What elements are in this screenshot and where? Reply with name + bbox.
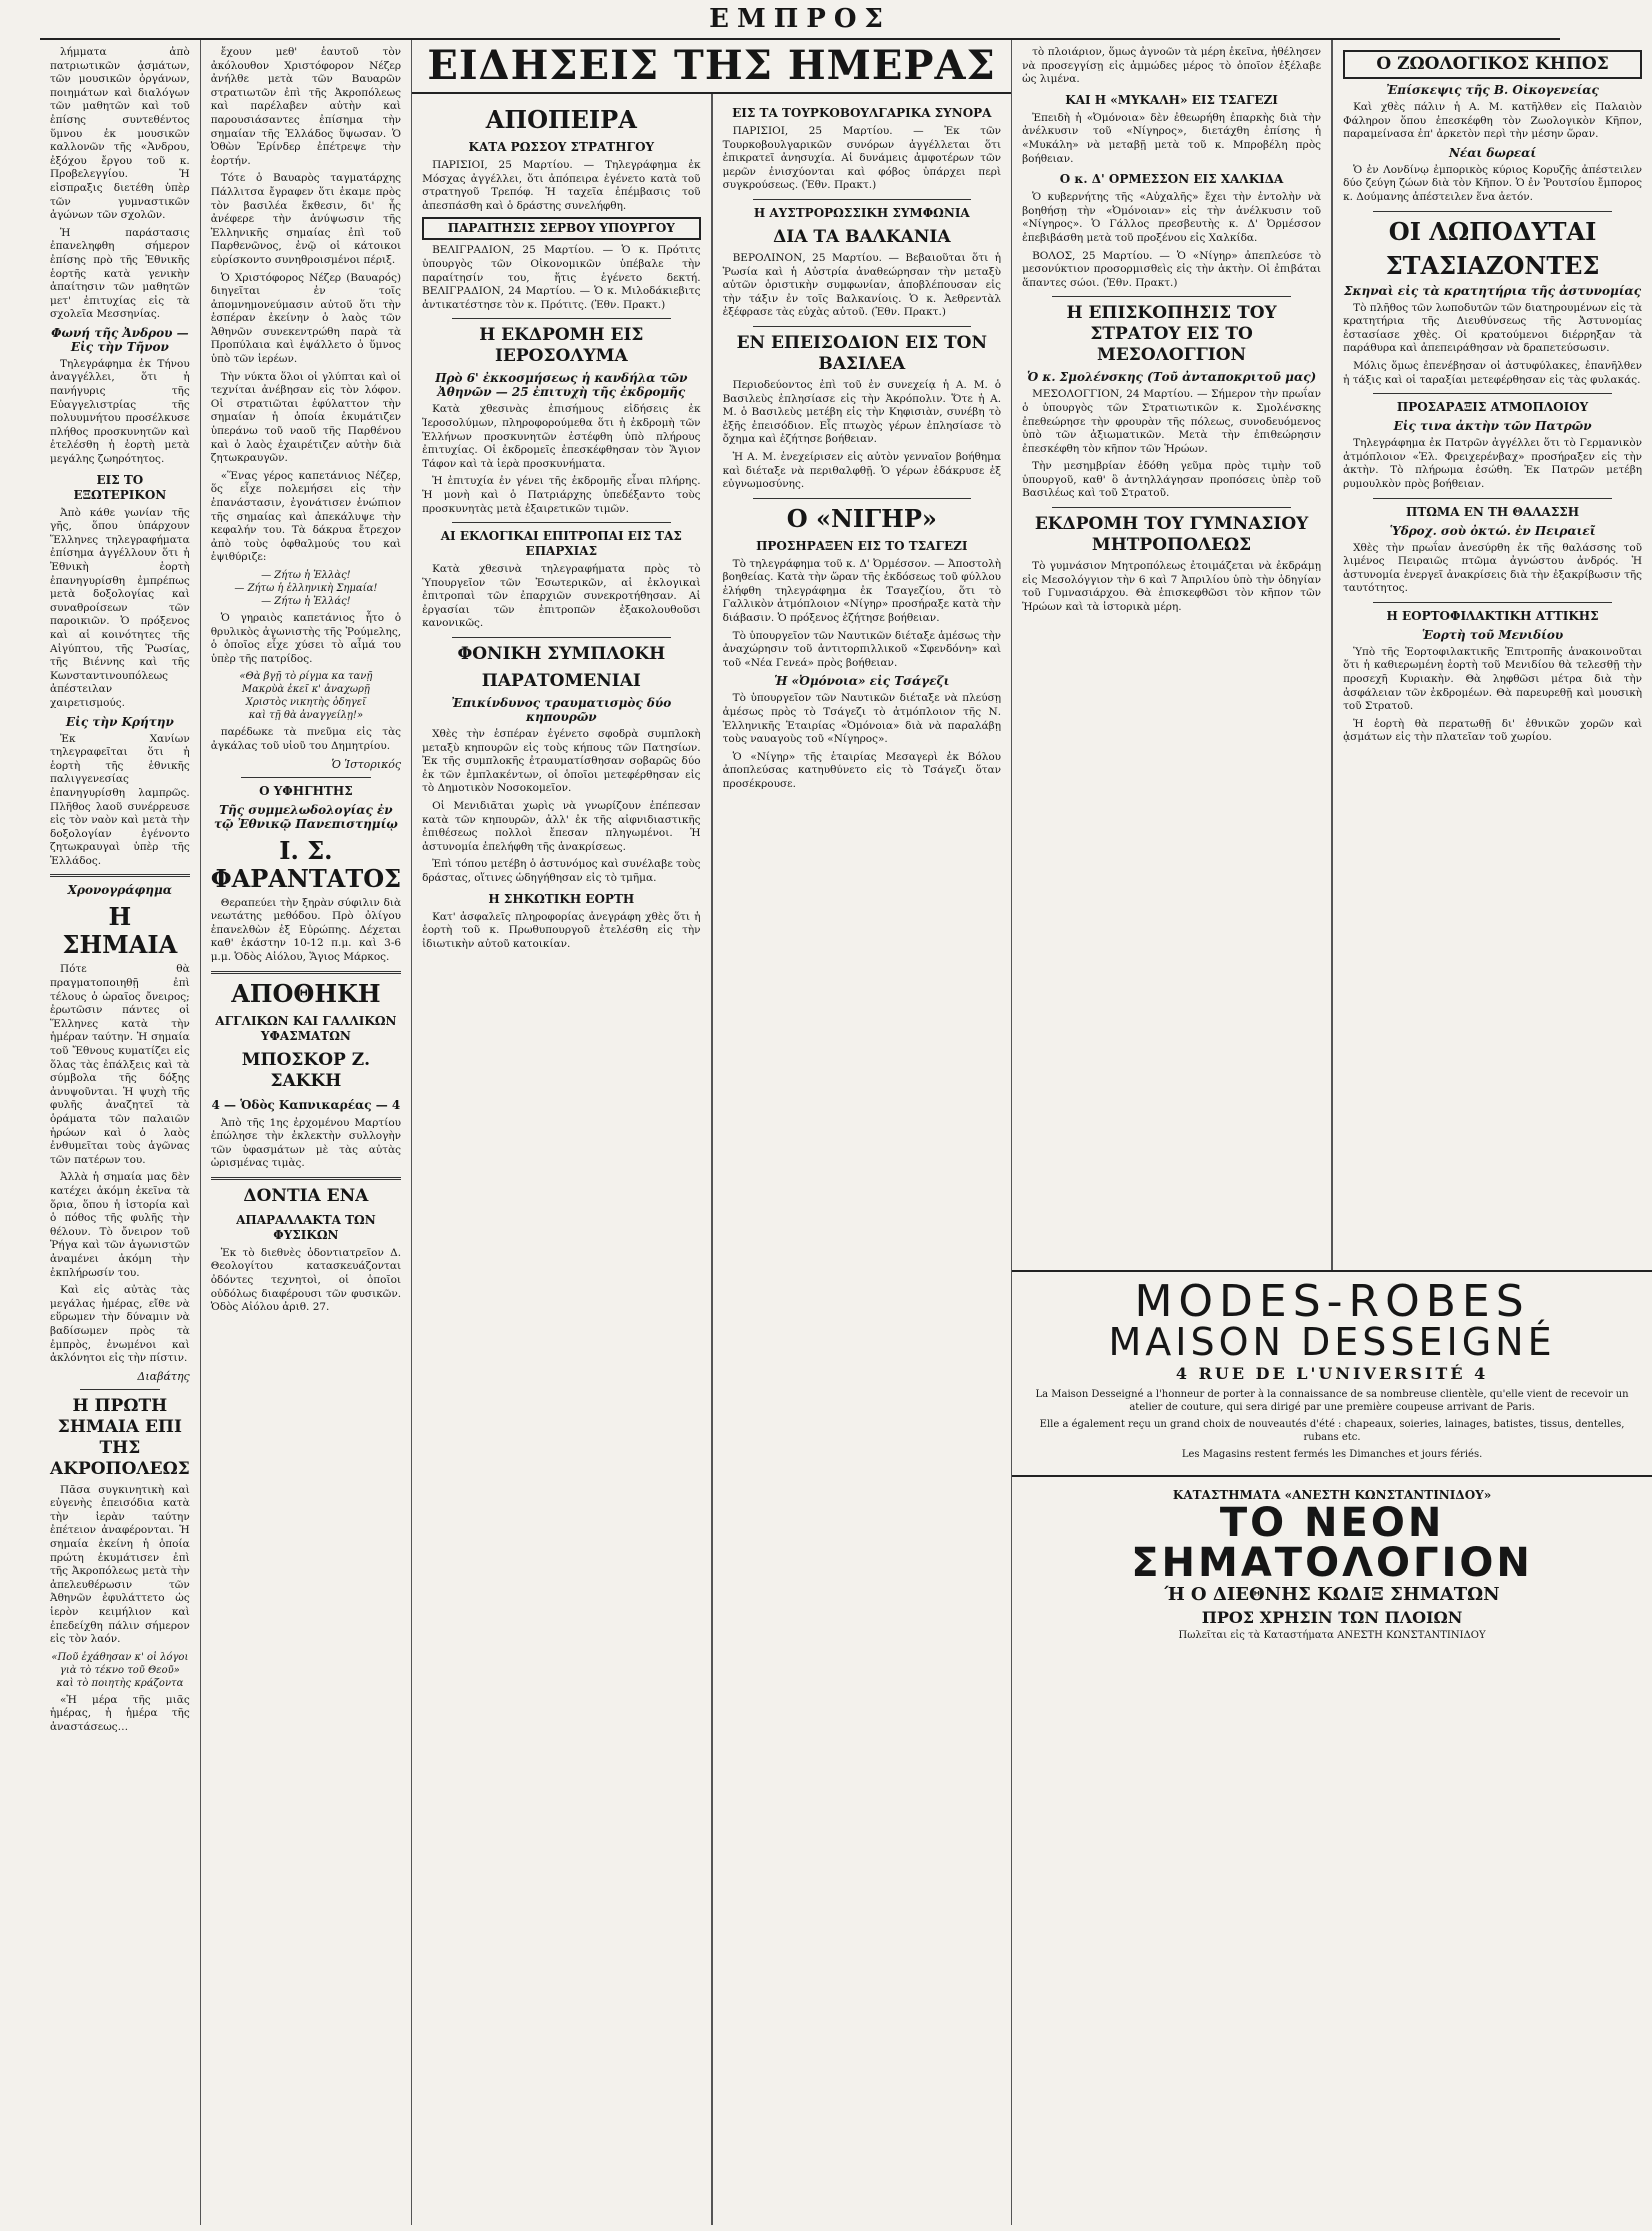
ad-subtitle-2: ΠΡΟΣ ΧΡΗΣΙΝ ΤΩΝ ΠΛΟΙΩΝ	[1201, 1608, 1463, 1627]
divider	[1052, 507, 1291, 508]
paragraph: παρέδωκε τὰ πνεῦμα εἰς τὰς ἀγκάλας τοῦ υἱοῦ του Δημητρίου.	[210, 726, 402, 752]
paragraph: Ὑπὸ τῆς Ἑορτοφιλακτικῆς Ἐπιτροπῆς ἀνακοινοῦται ὅτι ἡ καθιερωμένη ἑορτὴ τοῦ Μενιδίου θὰ τελεσθῇ τὴν προσεχῆ Κυριακὴν. Θὰ ληφθῶσι μέτρα διὰ τὴν ἀσφάλειαν τῶν ἐκδρομέων. Θὰ παρευρεθῇ καὶ μουσικὴ τοῦ Στρατοῦ.	[1343, 645, 1643, 713]
paragraph: Ὁ κυβερνήτης τῆς «Αὐχαλῆς» ἔχει τὴν ἐντολὴν νὰ βοηθήσῃ τὴν «Ὀμόνοιαν» εἰς τὴν ἀνέλκυσιν τοῦ «Νίγηρος». Ὁ Γάλλος πρεσβευτὴς κ. Δ' Ὀρμέσσον ἐπεβιβάσθη μετὰ τοῦ προξένου εἰς Χαλκίδα.	[1022, 191, 1322, 244]
article-subheadline: Ὑδροχ. σοὺ ὀκτώ. ἐν Πειραιεῖ	[1389, 523, 1596, 538]
paragraph: Χθὲς τὴν ἑσπέραν ἐγένετο σφοδρὰ συμπλοκὴ μεταξὺ κηπουρῶν εἰς τοὺς κήπους τῶν Πατησίων. Ἐκ τῆς συμπλοκῆς ἐτραυματίσθησαν σοβαρῶς δύο ἐκ τῶν ἐμπλακέντων, οἱ ὁποῖοι μετεφέρθησαν εἰς τὸ Δημοτικὸν Νοσοκομεῖον.	[422, 728, 701, 795]
news-subcolumns	[412, 94, 1011, 2225]
subheading: Χρονογράφημα	[67, 883, 173, 898]
article-headline: ΠΑΡΑΙΤΗΣΙΣ ΣΕΡΒΟΥ ΥΠΟΥΡΓΟΥ	[422, 217, 701, 240]
divider	[1373, 393, 1612, 394]
column-4	[712, 94, 1012, 2225]
masthead	[40, 0, 1560, 40]
column-3	[412, 94, 712, 2225]
article-headline: ΦΟΝΙΚΗ ΣΥΜΠΛΟΚΗ	[457, 644, 666, 665]
ad-subheading: Τῆς συμμελωδολογίας ἐν τῷ Ἐθνικῷ Πανεπιστημίῳ	[213, 802, 398, 831]
ad-heading: ΔΟΝΤΙΑ ΕΝΑ	[243, 1185, 369, 1206]
paragraph: Τὴν νύκτα ὅλοι οἱ γλύπται καὶ οἱ τεχνίται ἀνέβησαν εἰς τὸν λόφον. Οἱ στρατιῶται ἐφύλαττον τὴν σημαίαν ἡ ὁποία ἐκυμάτιζεν ὑπεράνω τοῦ ναοῦ τῆς Παρθένου καὶ ὁ λαὸς ἐχαιρέτιζεν αὐτὴν διὰ ζητωκραυγῶν.	[210, 370, 402, 465]
paragraph: Τὸ ὑπουργεῖον τῶν Ναυτικῶν διέταξε νὰ πλεύσῃ ἀμέσως πρὸς τὸ Τσάγεζι τὸ ἀτμόπλοιον τῆς Ν. Ἑλληνικῆς Ἑταιρίας «Ὀμόνοια» διὰ νὰ παραλάβῃ τοὺς ναυαγοὺς τοῦ «Νίγηρος».	[722, 692, 1002, 746]
article-headline: ΑΠΟΠΕΙΡΑ	[485, 105, 637, 134]
article-subheadline: Ἐπικίνδυνος τραυματισμὸς δύο κηπουρῶν	[451, 696, 672, 725]
divider	[80, 1389, 160, 1390]
article-headline: Η ΑΥΣΤΡΟΡΩΣΣΙΚΗ ΣΥΜΦΩΝΙΑ	[753, 205, 970, 220]
paragraph: Τὸ τηλεγράφημα τοῦ κ. Δ' Ὀρμέσσον. — Ἀποστολὴ βοηθείας. Κατὰ τὴν ὥραν τῆς ἐκδόσεως τοῦ φύλλου ἐλήφθη τηλεγράφημα ἐκ Τσαγεζίου, ὅτι τὸ Γαλλικὸν ἀτμόπλοιον «Νίγηρ» προσήραξε κατὰ τὴν διάβασιν. Ὁ πρόξενος ἐζήτησε βοήθειαν.	[722, 557, 1002, 625]
paragraph: ΒΕΛΙΓΡΑΔΙΟΝ, 25 Μαρτίου. — Ὁ κ. Πρότιτς ὑπουργὸς τῶν Οἰκονομικῶν ὑπέβαλε τὴν παραίτησίν του, ἥτις ἐγένετο δεκτή. ΒΕΛΙΓΡΑΔΙΟΝ, 24 Μαρτίου. — Ὁ κ. Μιλοδάκιεβιτς ἀντικατέστησε τὸν κ. Πρότιτς. (Ἐθν. Πρακτ.)	[422, 244, 701, 311]
article-headline: Η ΕΠΙΣΚΟΠΗΣΙΣ ΤΟΥ ΣΤΡΑΤΟΥ ΕΙΣ ΤΟ ΜΕΣΟΛΟΓΓΙΟΝ	[1066, 303, 1277, 366]
paragraph: Τὸ ὑπουργεῖον τῶν Ναυτικῶν διέταξε ἀμέσως τὴν ἀναχώρησιν τοῦ ἀντιτορπιλλικοῦ «Σφενδόνη» καὶ τοῦ «Νέα Γενεά» πρὸς βοήθειαν.	[722, 629, 1002, 669]
ad-maison: MAISON DESSEIGNÉ	[1108, 1320, 1556, 1364]
paragraph: Ὁ γηραιὸς καπετάνιος ἦτο ὁ θρυλικὸς ἀγωνιστὴς τῆς Ῥούμελης, ὁ ὁποῖος εἶχε χύσει τὸ αἷμά του ὑπὲρ τῆς πατρίδος.	[210, 611, 402, 665]
article-subheadline: ΔΙΑ ΤΑ ΒΑΛΚΑΝΙΑ	[773, 226, 951, 247]
subheading: Νέαι δωρεαί	[1448, 145, 1537, 160]
article-headline: ΟΙ ΛΩΠΟΔΥΤΑΙ	[1388, 216, 1597, 246]
paragraph: Περιοδεύοντος ἐπὶ τοῦ ἐν συνεχείᾳ ἡ Α. Μ. ὁ Βασιλεὺς ἐπλησίασε εἰς τὴν Ἀκρόπολιν. Ὅτε ἡ Α. Μ. ὁ Βασιλεὺς μετέβη εἰς τὴν Κηφισιὰν, συνέβη τὸ ἐξῆς ἐπεισόδιον. Εἷς πτωχὸς γέρων ἐπλησίασε τὸ ὄχημα καὶ ἐζήτησε βοήθειαν.	[722, 378, 1002, 446]
paragraph: Ἀλλὰ ἡ σημαία μας δὲν κατέχει ἀκόμη ἐκεῖνα τὰ ὅρια, ὅπου ἡ ἱστορία καὶ ὁ πόθος τῆς φυλῆς τὴν θέλουν. Τὸ ὄνειρον τοῦ Ῥήγα καὶ τῶν ἀγωνιστῶν ἀναμένει ἀκόμη τὴν ἐκπλήρωσίν του.	[50, 1171, 190, 1279]
article-headline: Η ΕΟΡΤΟΦΙΛΑΚΤΙΚΗ ΑΤΤΙΚΗΣ	[1386, 608, 1599, 623]
poem-quote: «Ποῦ ἐχάθησαν κ' οἱ λόγοι γιὰ τὸ τέκνο τοῦ Θεοῦ» καὶ τὸ ποιητὴς κράζοντα	[51, 1651, 189, 1689]
ad-subheading: ΑΠΑΡΑΛΛΑΚΤΑ ΤΩΝ ΦΥΣΙΚΩΝ	[236, 1212, 376, 1242]
paragraph: ἔχουν μεθ' ἑαυτοῦ τὸν ἀκόλουθον Χριστόφορον Νέζερ ἀνήλθε μετὰ τῶν Βαυαρῶν στρατιωτῶν ἐπὶ τῆς Ἀκροπόλεως καὶ παρέλαβεν αὐτὴν καὶ παρουσιάσαντες ἐπίσημα τὴν σημαίαν τῆς Ἑλλάδος ὕψωσαν. Ὁ Ὀθὼν Ἐρίνδερ ἐπέτρεψε τὴν ἑορτήν.	[210, 46, 402, 167]
paragraph: ΒΟΛΟΣ, 25 Μαρτίου. — Ὁ «Νίγηρ» ἀπεπλεύσε τὸ μεσονύκτιον προσορμισθεὶς εἰς τὴν ἀκτὴν. Οἱ ἐπιβάται ἅπαντες σώοι. (Ἐθν. Πρακτ.)	[1022, 249, 1322, 289]
article-headline: Η ΣΗΚΩΤΙΚΗ ΕΟΡΤΗ	[488, 891, 635, 906]
paragraph: ΜΕΣΟΛΟΓΓΙΟΝ, 24 Μαρτίου. — Σήμερον τὴν πρωΐαν ὁ ὑπουργὸς τῶν Στρατιωτικῶν κ. Σμολένσκης ἐπεθεώρησε τὴν φρουρὰν τῆς πόλεως, συνοδευόμενος ὑπὸ τῶν ἀξιωματικῶν. Μετὰ τὴν ἐπιθεώρησιν ἐπεσκέφθη τὸν κῆπον τῶν Ἡρώων.	[1022, 388, 1322, 455]
article-headline: Ο ΖΩΟΛΟΓΙΚΟΣ ΚΗΠΟΣ	[1343, 50, 1642, 79]
paragraph: Μόλις ὅμως ἐπενέβησαν οἱ ἀστυφύλακες, ἐπανῆλθεν ἡ τάξις καὶ οἱ ταραξίαι μετεφέρθησαν εἰς τὰς φυλακάς.	[1343, 359, 1643, 386]
article-headline: Ο κ. Δ' ΟΡΜΕΣΣΟΝ ΕΙΣ ΧΑΛΚΙΔΑ	[1059, 172, 1284, 187]
subheading: Εἰς τὴν Κρήτην	[65, 714, 174, 729]
paragraph: Τὴν μεσημβρίαν ἐδόθη γεῦμα πρὸς τιμὴν τοῦ ὑπουργοῦ, καθ' ὃ ἀντηλλάγησαν προπόσεις ὑπὲρ τοῦ Βασιλέως καὶ τοῦ Στρατοῦ.	[1022, 460, 1322, 500]
subheading: Φωνή τῆς Ἀνδρου — Εἰς τὴν Τῆνον	[51, 325, 189, 354]
paragraph: Τὸ γυμνάσιον Μητροπόλεως ἐτοιμάζεται νὰ ἐκδράμῃ εἰς Μεσολόγγιον τὴν 6 καὶ 7 Ἀπριλίου ὑπὸ τὴν ὁδηγίαν τοῦ Γυμνασιάρχου. Θὰ ἐπισκεφθῶσι τὸν κῆπον τῶν Ἡρώων καὶ τὰ ἱστορικὰ μέρη.	[1022, 560, 1322, 613]
divider	[241, 777, 371, 778]
paragraph: Οἱ Μενιδιᾶται χωρὶς νὰ γνωρίζουν ἐπέπεσαν κατὰ τῶν κηπουρῶν, ἀλλ' ἐκ τῆς αἰφνιδιαστικῆς ἐπιθέσεως πολλοὶ ἔπεσαν πληγωμένοι. Ἡ ἀστυνομία ἐπελήφθη τῆς ἀνακρίσεως.	[422, 800, 701, 853]
column-5	[1012, 40, 1332, 1270]
divider	[452, 637, 671, 638]
paragraph: Τότε ὁ Βαυαρὸς ταγματάρχης Πάλλιτσα ἔγραφεν ὅτι ἐκαμε πρὸς τὸν βασιλέα ἔκθεσιν, δι' ἧς ἀνέφερε τὴν ἀνύψωσιν τῆς Ἑλληνικῆς σημαίας ἐπὶ τοῦ Παρθενῶνος, ἐνῷ οἱ κάτοικοι εὑρίσκοντο συνηθροισμένοι πέριξ.	[210, 172, 402, 266]
divider	[452, 522, 671, 523]
right-subcolumns	[1012, 40, 1652, 1270]
paragraph: Ἡ Α. Μ. ἐνεχείρισεν εἰς αὐτὸν γενναῖον βοήθημα καὶ διέταξε νὰ περιθαλφθῇ. Ὁ γέρων ἐδάκρυσε ἐξ εὐγνωμοσύνης.	[722, 450, 1002, 491]
paragraph: Ἐκ τὸ διεθνὲς ὀδοντιατρεῖον Δ. Θεολογίτου κατασκευάζονται ὀδόντες τεχνητοὶ, οἱ ὁποῖοι οὐδόλως διαφέρουσι τῶν φυσικῶν. Ὁδὸς Αἰόλου ἀριθ. 27.	[210, 1246, 402, 1314]
article-headline: Η ΠΡΩΤΗ ΣΗΜΑΙΑ ΕΠΙ ΤΗΣ ΑΚΡΟΠΟΛΕΩΣ	[50, 1395, 190, 1479]
article-subheadline: Εἰς τινα ἀκτὴν τῶν Πατρῶν	[1393, 419, 1592, 434]
paragraph: «Ἕνας γέρος καπετάνιος Νέζερ, ὅς εἶχε πολεμήσει εἰς τὴν ἐπανάστασιν, ἐγονάτισεν ἐνώπιον τῆς σημαίας καὶ ἀπεκάλυψε τὴν κεφαλήν του. Τὰ δάκρυα ἔτρεχον ἀπὸ τοὺς ὀφθαλμούς του καὶ ἐψιθύριζε:	[210, 469, 402, 564]
ad-name: Ι. Σ. ΦΑΡΑΝΤΑΤΟΣ	[210, 835, 402, 893]
ad-subheading: ΑΓΓΛΙΚΩΝ ΚΑΙ ΓΑΛΛΙΚΩΝ ΥΦΑΣΜΑΤΩΝ	[215, 1013, 397, 1043]
divider	[211, 971, 401, 974]
paragraph: Θεραπεύει τὴν ξηρὰν σύφιλιν διὰ νεωτάτης μεθόδου. Πρὸ ὀλίγου ἐπανελθὼν ἐξ Εὐρώπης. Δέχεται καθ' ἑκάστην 10-12 π.μ. καὶ 3-6 μ.μ. Ὁδὸς Αἰόλου, Ἅγιος Μάρκος.	[210, 896, 402, 963]
ad-title: ΤΟ ΝΕΟΝ ΣΗΜΑΤΟΛΟΓΙΟΝ	[1131, 1500, 1533, 1586]
divider	[753, 326, 972, 327]
paragraph: Τηλεγράφημα ἐκ Πατρῶν ἀγγέλλει ὅτι τὸ Γερμανικὸν ἀτμόπλοιον «Ἐλ. Φρειχερένβαχ» προσήραξεν εἰς τὴν ἀκτὴν. Τὸ πλήρωμα ἐσώθη. Ἐκ Πατρῶν μετέβη ρυμουλκὸν πρὸς βοήθειαν.	[1343, 437, 1643, 490]
ad-text: Les Magasins restent fermés les Dimanches et jours fériés.	[1181, 1449, 1483, 1460]
divider	[753, 498, 972, 499]
article-headline: ΚΑΙ Η «ΜΥΚΑΛΗ» ΕΙΣ ΤΣΑΓΕΖΙ	[1065, 92, 1278, 107]
divider	[1373, 498, 1612, 499]
paragraph: Κατ' ἀσφαλεῖς πληροφορίας ἀνεγράφη χθὲς ὅτι ἡ ἑορτὴ τοῦ κ. Πρωθυπουργοῦ ἐτελέσθη εἰς τὴν ἰδιωτικὴν αὐτοῦ κατοικίαν.	[422, 910, 701, 950]
ad-title: MODES-ROBES	[1134, 1276, 1530, 1327]
news-banner-headline: ΕΙΔΗΣΕΙΣ ΤΗΣ ΗΜΕΡΑΣ	[412, 44, 1011, 94]
paragraph: «Ἡ μέρα τῆς μιᾶς ἡμέρας, ἡ ἡμέρα τῆς ἀναστάσεως…	[50, 1693, 190, 1733]
paragraph: Ὁ Χριστόφορος Νέζερ (Βαυαρός) διηγεῖται ἐν τοῖς ἀπομνημονεύμασιν αὐτοῦ ὅτι τὴν ἑσπέραν ἐκείνην ὁ λαὸς τῶν Ἀθηνῶν συνεκεντρώθη παρὰ τὰ Προπύλαια καὶ ἐψάλλετο ὁ ὕμνος ὑπὸ τῶν ἱερέων.	[210, 271, 402, 366]
ad-semaphore-book	[1012, 1475, 1652, 1646]
article-headline: ΑΙ ΕΚΛΟΓΙΚΑΙ ΕΠΙΤΡΟΠΑΙ ΕΙΣ ΤΑΣ ΕΠΑΡΧΙΑΣ	[440, 529, 682, 559]
article-headline: ΕΙΣ ΤΑ ΤΟΥΡΚΟΒΟΥΛΓΑΡΙΚΑ ΣΥΝΟΡΑ	[732, 106, 992, 120]
article-headline: Η ΣΗΜΑΙΑ	[62, 902, 178, 960]
right-block	[1012, 40, 1652, 2225]
paragraph: Ἡ ἑορτὴ θὰ περατωθῇ δι' ἐθνικῶν χορῶν καὶ ᾀσμάτων εἰς τὴν πλατεῖαν τοῦ χωρίου.	[1343, 717, 1643, 744]
divider	[50, 874, 190, 877]
paragraph: ΠΑΡΙΣΙΟΙ, 25 Μαρτίου. — Ἐκ τῶν Τουρκοβουλγαρικῶν συνόρων ἀγγέλλεται ὅτι ἐπικρατεῖ ἀνησυχία. Αἱ δυνάμεις ἀμφοτέρων τῶν μερῶν ἐνισχύονται καὶ φόβος ὑπάρχει περὶ συγκρούσεως. (Ἐθν. Πρακτ.)	[722, 125, 1002, 192]
article-subheadline: ΚΑΤΑ ΡΩΣΣΟΥ ΣΤΡΑΤΗΓΟΥ	[468, 140, 655, 154]
ad-store: ΚΑΤΑΣΤΗΜΑΤΑ «ΑΝΕΣΤΗ ΚΩΝΣΤΑΝΤΙΝΙΔΟΥ»	[1172, 1488, 1492, 1502]
ad-modes-robes	[1012, 1270, 1652, 1465]
ad-heading: ΑΠΟΘΗΚΗ	[231, 978, 381, 1008]
paragraph: ΠΑΡΙΣΙΟΙ, 25 Μαρτίου. — Τηλεγράφημα ἐκ Μόσχας ἀγγέλλει, ὅτι ἀπόπειρα ἐγένετο κατὰ τοῦ στρατηγοῦ Τρεπόφ. Ἡ ταχεῖα ἐπέμβασις τοῦ ἀπεσπάσθη καὶ ὁ δράστης συνελήφθη.	[422, 159, 701, 212]
article-headline: ΠΡΟΣΑΡΑΞΙΣ ΑΤΜΟΠΛΟΙΟΥ	[1396, 400, 1589, 415]
paragraph: Ὁ ἐν Λονδίνῳ ἐμπορικὸς κύριος Κορυζῆς ἀπέστειλεν δύο ζεύγη ζώων διὰ τὸν Κῆπον. Ὁ ἐν Ῥουτσίου ἔμπορος κ. Δούμανης ἀπέστειλεν ἕνα ἀετόν.	[1343, 163, 1643, 203]
column-6	[1332, 40, 1652, 1270]
newspaper-page	[40, 0, 1643, 2231]
article-subheadline: Πρὸ 6' ἐκκοσμήσεως ἡ κανδήλα τῶν Ἀθηνῶν — 25 ἐπιτυχὴ τῆς ἐκδρομῆς	[435, 371, 688, 400]
poem-quote: — Ζήτω ἡ Ἑλλὰς! — Ζήτω ἡ ἑλληνικὴ Σημαία! — Ζήτω ἡ Ἑλλάς!	[234, 569, 378, 607]
paragraph: Τὸ πλῆθος τῶν λωποδυτῶν τῶν διατηρουμένων εἰς τὰ κρατητήρια τῆς Διευθύνσεως τῆς Ἀστυνομίας ἐστασίασε χθὲς. Οἱ κρατούμενοι διέρρηξαν τὰ παράθυρα καὶ ἀπεπειράθησαν νὰ δραπετεύσωσιν.	[1343, 301, 1643, 355]
article-subheadline: Ἐπίσκεψις τῆς Β. Οἰκογενείας	[1386, 83, 1599, 97]
divider	[452, 318, 671, 319]
paragraph: Τηλεγράφημα ἐκ Τήνου ἀναγγέλλει, ὅτι ἡ πανήγυρις τῆς Εὐαγγελιστρίας τῆς πολυυμνήτου προσέλκυσε πλήθος προσκυνητῶν καὶ ἐτελέσθη ἡ ἑορτὴ μετὰ μεγάλης ζωηρότητος.	[50, 357, 190, 466]
paragraph: Καὶ εἰς αὐτὰς τὰς μεγάλας ἡμέρας, εἴθε νὰ εὕρωμεν τὴν δύναμιν νὰ βαδίσωμεν πρὸς τὰ ἐμπρὸς, ἐνωμένοι καὶ ἀκλόνητοι εἰς τὴν πίστιν.	[50, 1284, 190, 1365]
column-2	[201, 40, 412, 2225]
paragraph: ΒΕΡΟΛΙΝΟΝ, 25 Μαρτίου. — Βεβαιοῦται ὅτι ἡ Ῥωσία καὶ ἡ Αὐστρία ἀναθεώρησαν τὴν μεταξὺ αὐτῶν ὁριστικὴν συμφωνίαν, ἀποβλέπουσαν εἰς τὴν τάξιν ἐν τοῖς Βαλκανίοις. Ὁ κ. Ἀεθρεντὰλ ἐξέφρασε τὰς εὐχὰς αὐτοῦ. (Ἐθν. Πρακτ.)	[722, 251, 1002, 319]
signature: Διαβάτης	[137, 1369, 190, 1383]
masthead-title: ΕΜΠΡΟΣ	[709, 4, 891, 34]
paragraph: λήμματα ἀπὸ πατριωτικῶν ᾀσμάτων, τῶν μουσικῶν ὀργάνων, ποιημάτων καὶ διαλόγων τῶν μαθητῶν καὶ τοῦ ἐπίσης συντεθέντος ὕμνου ἐκ μουσικῶν καλλονῶν τῆς «Ἀνδρου, ἐξόχου ἔργου τοῦ κ. Προβελεγγίου. Ἡ εἰσπραξις διετέθη ὑπὲρ τῶν γυμναστικῶν ἀγώνων τῶν σχολῶν.	[50, 46, 190, 222]
columns	[40, 40, 1643, 2225]
paragraph: Καὶ χθὲς πάλιν ἡ Α. Μ. κατῆλθεν εἰς Παλαιὸν Φάληρον ὅπου ἐπεσκέφθη τὸν Ζωολογικὸν Κῆπον, παραμείνασα ἐπ' ἀρκετὸν περὶ τὴν μέσην ὥραν.	[1343, 101, 1643, 141]
section-heading: ΕΙΣ ΤΟ ΕΞΩΤΕΡΙΚΟΝ	[73, 472, 167, 502]
signature: Ὁ Ἱστορικός	[331, 757, 402, 771]
article-headline-2: ΣΤΑΣΙΑΖΟΝΤΕΣ	[1385, 250, 1600, 280]
article-headline: Η ΕΚΔΡΟΜΗ ΕΙΣ ΙΕΡΟΣΟΛΥΜΑ	[479, 325, 644, 367]
article-subheadline: Ὁ κ. Σμολένσκης (Τοῦ ἀνταποκριτοῦ μας)	[1026, 370, 1317, 385]
article-subheadline: Σκηναὶ εἰς τὰ κρατητήρια τῆς ἀστυνομίας	[1344, 283, 1642, 298]
divider	[1052, 296, 1291, 297]
ad-subtitle: Ή Ο ΔΙΕΘΝΗΣ ΚΩΔΙΞ ΣΗΜΑΤΩΝ	[1164, 1584, 1500, 1605]
divider	[211, 1177, 401, 1180]
paragraph: τὸ πλοιάριον, ὅμως ἀγνοῶν τὰ μέρη ἐκεῖνα, ἠθέλησεν νὰ προσεγγίσῃ εἰς ἀμμώδες μέρος τὸ ὁποῖον ἐξέλαβε ὡς λιμένα.	[1022, 46, 1322, 86]
article-headline: Ο «ΝΙΓΗΡ»	[786, 503, 937, 533]
divider	[1373, 211, 1612, 212]
paragraph: Ἀπὸ τῆς 1ης ἐρχομένου Μαρτίου ἐπώλησε τὴν ἐκλεκτὴν συλλογὴν τῶν ὑφασμάτων μὲ τὰς αὐτὰς ὡρισμένας τιμὰς.	[210, 1116, 402, 1170]
paragraph: Πᾶσα συγκινητικὴ καὶ εὐγενὴς ἐπεισόδια κατὰ τὴν ἱερὰν ταύτην ἐπέτειον ἀναφέρονται. Ἡ σημαία ἐκείνη ἡ ὁποία πρώτη ἐκυμάτισεν ἐπὶ τῆς Ἀκροπόλεως μετὰ τὴν ἀπελευθέρωσιν τῶν Ἀθηνῶν ἐφυλάττετο ὡς ἱερὸν κειμήλιον καὶ ἐπεδείχθη πάλιν σήμερον εἰς τὸν λαόν.	[50, 1483, 190, 1646]
column-1	[40, 40, 201, 2225]
divider	[753, 199, 972, 200]
divider	[1373, 602, 1612, 603]
article-headline: ΕΚΔΡΟΜΗ ΤΟΥ ΓΥΜΝΑΣΙΟΥ ΜΗΤΡΟΠΟΛΕΩΣ	[1034, 514, 1309, 556]
article-headline: ΠΤΩΜΑ ΕΝ ΤΗ ΘΑΛΑΣΣΗ	[1405, 504, 1580, 519]
paragraph: Κατὰ χθεσινὰ τηλεγραφήματα πρὸς τὸ Ὑπουργεῖον τῶν Ἐσωτερικῶν, αἱ ἐκλογικαὶ ἐπιτροπαὶ τῶν ἐπαρχιῶν συνεκροτήθησαν. Αἱ ἐργασίαι τῶν ἐπιτροπῶν ἐξακολουθοῦσι κανονικῶς.	[422, 563, 701, 630]
paragraph: Ἡ ἐπιτυχία ἐν γένει τῆς ἐκδρομῆς εἶναι πλήρης. Ἡ μονὴ καὶ ὁ Πατριάρχης ὑπεδέξαντο τοὺς προσκυνητὰς μετὰ ἐξαιρετικῶν τιμῶν.	[422, 475, 701, 515]
paragraph: Ἀπὸ κάθε γωνίαν τῆς γῆς, ὅπου ὑπάρχουν Ἕλληνες τηλεγραφήματα ἐπίσημα ἀγγέλλουν ὅτι ἡ Ἐθνικὴ ἑορτὴ ἐπανηγυρίσθη ἐμπρέπως μετὰ δοξολογίας καὶ συναθροίσεων τῶν παροικιῶν. Ὁ πρόξενος καὶ αἱ κοινότητες τῆς Αἰγύπτου, τῆς Ῥωσίας, τῆς Βιέννης καὶ τῆς Κωνσταντινουπόλεως ἀπέστειλαν χαιρετισμούς.	[50, 506, 190, 709]
news-block	[412, 40, 1012, 2225]
ad-footer: Πωλεῖται εἰς τὰ Καταστήματα ΑΝΕΣΤΗ ΚΩΝΣΤΑΝΤΙΝΙΔΟΥ	[1178, 1630, 1486, 1641]
ad-text: Elle a également reçu un grand choix de nouveautés d'été : chapeaux, soieries, lainages, batistes, tissus, dentelles, rubans etc.	[1039, 1419, 1625, 1443]
paragraph: Ἡ παράστασις ἐπανεληφθη σήμερον ἐπίσης πρὸ τῆς Ἐθνικῆς ἑορτῆς κατὰ γενικὴν ἀπαίτησιν τῶν μαθητῶν μετ' ἐπιτυχίας εἰς τὰ σχολεῖα Μεσσηνίας.	[50, 226, 190, 321]
poem-quote: «Θὰ βγῇ τὸ ρίγμα κα τανῇ Μακρὺὰ ἐκεῖ κ' ἀναχωρῇ Χριστὸς νικητὴς ὁδηγεῖ καὶ τῇ θὰ ἀναγγείλῃ!»	[239, 671, 373, 722]
paragraph: Χθὲς τὴν πρωΐαν ἀνεσύρθη ἐκ τῆς θαλάσσης τοῦ λιμένος Πειραιῶς πτῶμα ἀγνώστου ἀνδρός. Ἡ ἀστυνομία ἐνεργεῖ ἀνακρίσεις διὰ τὴν ἐξακρίβωσιν τῆς ταυτότητος.	[1343, 541, 1643, 595]
subheading: Ἡ «Ὀμόνοια» εἰς Τσάγεζι	[774, 674, 950, 689]
ad-address: 4 RUE DE L'UNIVERSITÉ 4	[1175, 1364, 1489, 1383]
paragraph: Ὁ «Νίγηρ» τῆς ἑταιρίας Μεσαγερὶ ἐκ Βόλου ἀποπλεύσας κατηυθύνετο εἰς τὸ Τσάγεζι ὅταν προσέκρουσε.	[722, 750, 1002, 790]
ad-heading: Ο ΥΦΗΓΗΤΗΣ	[259, 783, 353, 798]
paragraph: Ἐπὶ τόπου μετέβη ὁ ἀστυνόμος καὶ συνέλαβε τοὺς δράστας, οἵτινες ὡδηγήθησαν εἰς τὸ τμῆμα.	[422, 858, 701, 884]
ad-address: 4 — Ὁδὸς Καπνικαρέας — 4	[211, 1097, 401, 1112]
article-headline-2: ΠΑΡΑΤΟΜΕΝΙΑΙ	[481, 671, 641, 692]
ad-text: La Maison Desseigné a l'honneur de porter à la connaissance de sa nombreuse clientèle, qu'elle vient de recevoir un atelier de couture, qui sera dirigé par une première coupeuse arrivant de Paris.	[1035, 1389, 1629, 1413]
paragraph: Κατὰ χθεσινὰς ἐπισήμους εἰδήσεις ἐκ Ἱεροσολύμων, πληροφορούμεθα ὅτι ἡ ἐκδρομὴ τῶν Ἑλλήνων προσκυνητῶν ἐστέφθη ὑπὸ πλήρους ἐπιτυχίας. Οἱ ἐκδρομεῖς ἐπεσκέφθησαν τὸν Ἅγιον Τάφον καὶ τὰ ἱερὰ προσκυνήματα.	[422, 403, 701, 470]
paragraph: Ἐκ Χανίων τηλεγραφεῖται ὅτι ἡ ἑορτὴ τῆς ἑθνικῆς παλιγγενεσίας ἐπανηγυρίσθη λαμπρῶς. Πλῆθος λαοῦ συνέρρευσε εἰς τὸν ναὸν καὶ μετὰ τὴν δοξολογίαν ἐγένοντο ζητωκραυγαὶ ὑπὲρ τῆς Ἑλλάδος.	[50, 732, 190, 867]
paragraph: Ἐπειδὴ ἡ «Ὀμόνοια» δὲν ἐθεωρήθη ἐπαρκὴς διὰ τὴν ἀνέλκυσιν τοῦ «Νίγηρος», διετάχθη ἐπίσης ἡ «Μυκάλη» νὰ μεταβῇ μετὰ τοῦ κ. Μπροβέλη πρὸς βοήθειαν.	[1022, 111, 1322, 165]
article-subheadline: ΠΡΟΣΗΡΑΞΕΝ ΕΙΣ ΤΟ ΤΣΑΓΕΖΙ	[756, 538, 968, 553]
article-subheadline: Ἑορτὴ τοῦ Μενιδίου	[1421, 627, 1564, 642]
article-headline: ΕΝ ΕΠΕΙΣΟΔΙΟΝ ΕΙΣ ΤΟΝ ΒΑΣΙΛΕΑ	[736, 332, 988, 374]
paragraph: Πότε θὰ πραγματοποιηθῇ ἐπὶ τέλους ὁ ὡραῖος ὄνειρος; ἐρωτῶσιν πάντες οἱ Ἕλληνες κατὰ τὴν ἡμέραν ταύτην. Ἡ σημαία τοῦ Ἔθνους κυματίζει εἰς ὅλας τὰς ἐπάλξεις καὶ τὰ σύμβολα τῆς δόξης ἀνυψοῦνται. Ἡ ψυχὴ τῆς φυλῆς ἀναζητεῖ τὰ ὁράματα τῶν παλαιῶν ἡρώων καὶ ὁ λαὸς ἐνθυμεῖται τοὺς ἀγῶνας τῶν πατέρων του.	[50, 963, 190, 1166]
ad-name: ΜΠΟΣΚΟΡ Ζ. ΣΑΚΚΗ	[241, 1049, 371, 1091]
